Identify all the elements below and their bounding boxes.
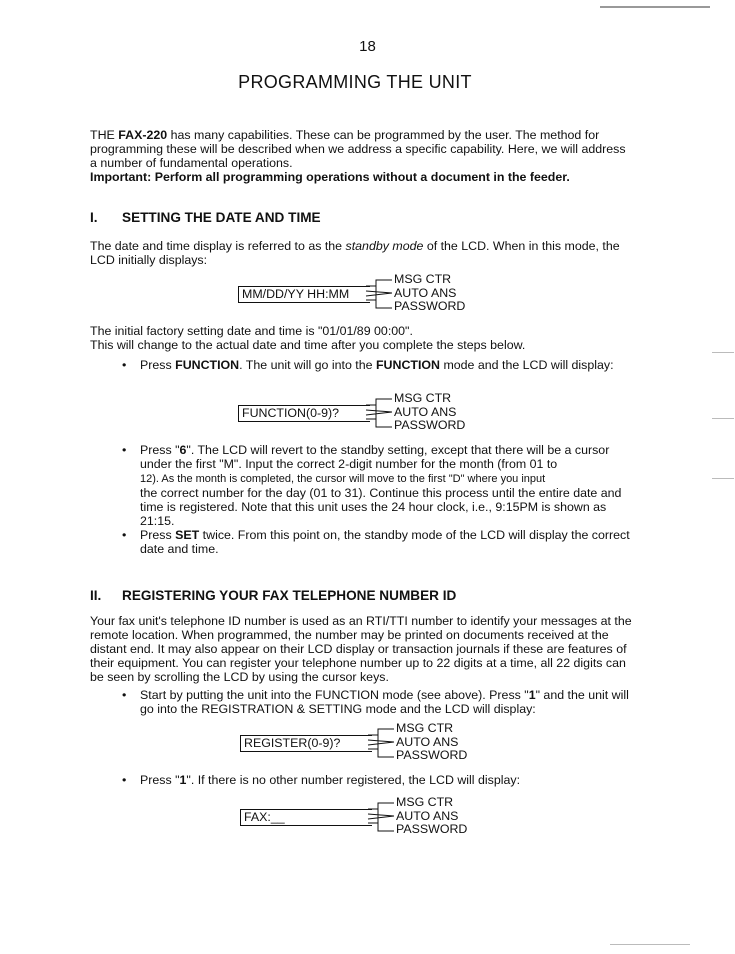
intro-paragraph: THE FAX-220 has many capabilities. These can be programmed by the user. The method for programming these will be described when we address a specific capability. Here, we will address a number of fundamental operations. Important: Perform all programming operations without a document in the feeder. (90, 128, 626, 184)
section-heading-1: I. SETTING THE DATE AND TIME (90, 210, 321, 225)
section1-paragraph: The date and time display is referred to as the standby mode of the LCD. When in this mode, the LCD initially displays: (90, 239, 620, 267)
step-press-set: Press SET twice. From this point on, the standby mode of the LCD will display the correct date and time. (140, 528, 630, 556)
lcd-screen: FAX:__ (240, 809, 372, 826)
bullet: • (122, 528, 127, 542)
scan-mark-right-3 (712, 478, 734, 479)
factory-setting-text: The initial factory setting date and time is "01/01/89 00:00". This will change to the actual date and time after you complete the steps below. (90, 324, 526, 352)
step-register: Start by putting the unit into the FUNCTION mode (see above). Press "1" and the unit will go into the REGISTRATION & SETTING mode and the LCD will display: (140, 688, 629, 716)
lcd-indicators: MSG CTR AUTO ANS PASSWORD (396, 721, 468, 762)
scan-mark-top (600, 6, 710, 8)
lcd-screen: REGISTER(0-9)? (240, 735, 372, 752)
bullet: • (122, 773, 127, 787)
step-function: Press FUNCTION. The unit will go into the FUNCTION mode and the LCD will display: (140, 358, 614, 372)
important-note: Important: Perform all programming operations without a document in the feeder. (90, 170, 570, 184)
lcd-screen: FUNCTION(0-9)? (238, 405, 370, 422)
lcd-connector (366, 272, 396, 318)
scan-mark-bottom (610, 944, 690, 945)
section2-paragraph: Your fax unit's telephone ID number is used as an RTI/TTI number to identify your messages at the remote location. When programmed, the number may be printed on documents received at the distant end. It may also appear on their LCD display or transaction journals if these are features of their equipment. You can register your telephone number up to 22 digits at a time, all 22 digits can be seen by scrolling the LCD by using the cursor keys. (90, 614, 632, 684)
lcd-connector (366, 391, 396, 437)
page-number: 18 (359, 38, 376, 55)
bullet: • (122, 443, 127, 457)
step-press-1: Press "1". If there is no other number registered, the LCD will display: (140, 773, 521, 787)
scan-mark-right-2 (712, 418, 734, 419)
page-title: PROGRAMMING THE UNIT (238, 72, 472, 92)
bullet: • (122, 358, 127, 372)
model-name: FAX-220 (118, 128, 168, 142)
lcd-indicators: MSG CTR AUTO ANS PASSWORD (394, 391, 466, 432)
lcd-screen: MM/DD/YY HH:MM (238, 286, 370, 303)
lcd-connector (368, 795, 398, 841)
section-heading-2: II. REGISTERING YOUR FAX TELEPHONE NUMBER ID (90, 588, 457, 603)
step-press-6: Press "6". The LCD will revert to the standby setting, except that there will be a cursor under the first "M". Input the correct 2-digit number for the month (from 01 to 12). As the month is completed, the cursor will move to the first "D" where you input the correct number for the day (01 to 31). Continue this process until the entire date and time is registered. Note that this unit uses the 24 hour clock, i.e., 9:15PM is shown as 21:15. (140, 443, 622, 528)
lcd-indicators: MSG CTR AUTO ANS PASSWORD (394, 272, 466, 313)
bullet: • (122, 688, 127, 702)
lcd-indicators: MSG CTR AUTO ANS PASSWORD (396, 795, 468, 836)
lcd-connector (368, 721, 398, 767)
scan-mark-right-1 (712, 352, 734, 353)
